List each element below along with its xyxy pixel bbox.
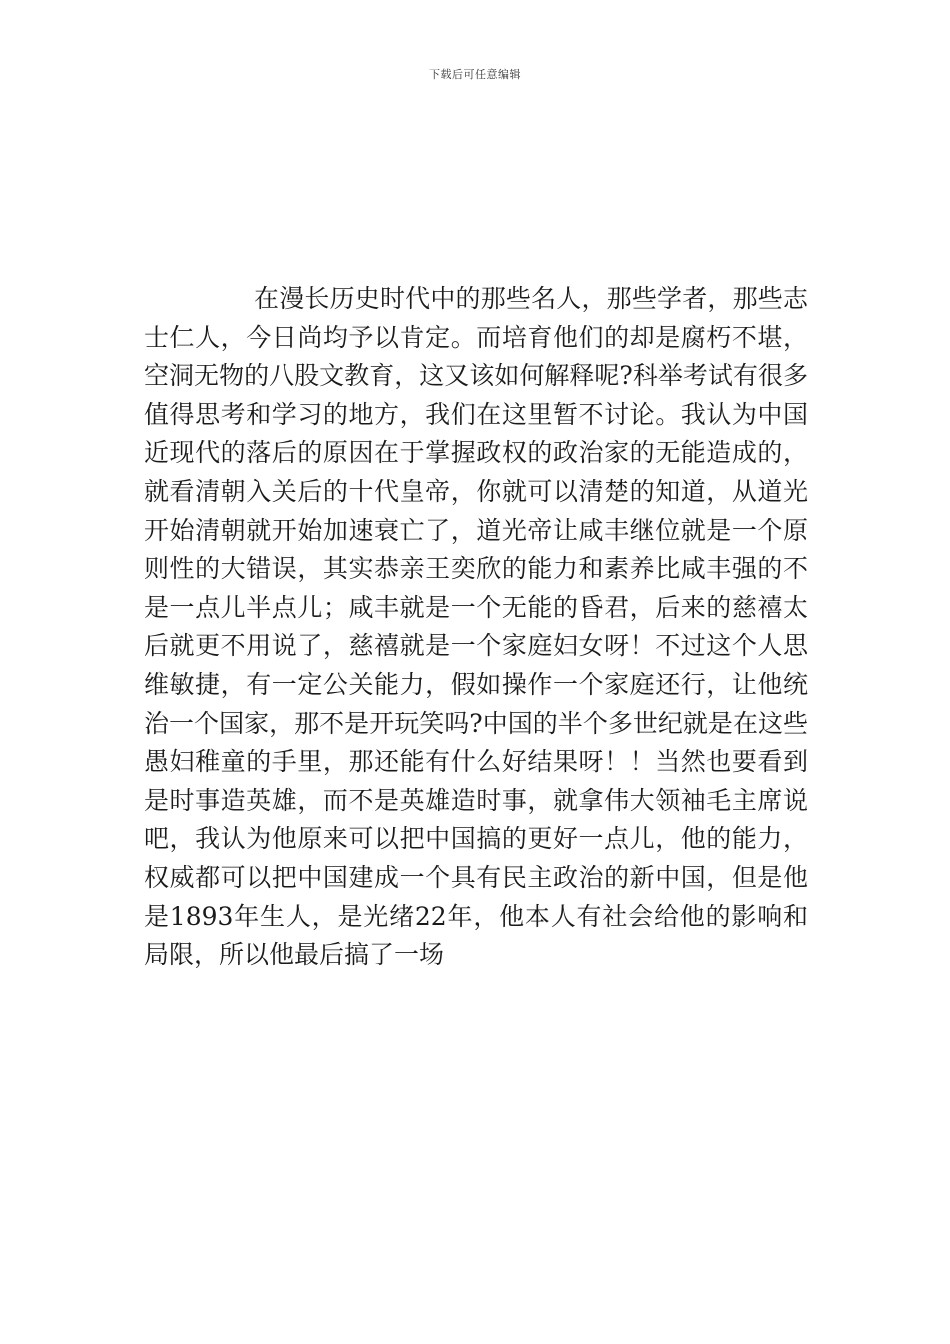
page-header-note: 下载后可任意编辑	[429, 68, 521, 81]
body-paragraph: 在漫长历史时代中的那些名人，那些学者，那些志士仁人，今日尚均予以肯定。而培育他们的却是腐朽不堪，空洞无物的八股文教育，这又该如何解释呢?科举考试有很多值得思考和学习的地方，我们在这里暂不讨论。我认为中国近现代的落后的原因在于掌握政权的政治家的无能造成的，就看清朝入关后的十代皇帝，你就可以清楚的知道，从道光开始清朝就开始加速衰亡了，道光帝让咸丰继位就是一个原则性的大错误，其实恭亲王奕欣的能力和素养比咸丰强的不是一点儿半点儿；咸丰就是一个无能的昏君，后来的慈禧太后就更不用说了，慈禧就是一个家庭妇女呀！不过这个人思维敏捷，有一定公关能力，假如操作一个家庭还行，让他统治一个国家，那不是开玩笑吗?中国的半个多世纪就是在这些愚妇稚童的手里，那还能有什么好结果呀！！当然也要看到是时事造英雄，而不是英雄造时事，就拿伟大领袖毛主席说吧，我认为他原来可以把中国搞的更好一点儿，他的能力，权威都可以把中国建成一个具有民主政治的新中国，但是他是1893年生人，是光绪22年，他本人有社会给他的影响和局限，所以他最后搞了一场	[144, 284, 808, 970]
